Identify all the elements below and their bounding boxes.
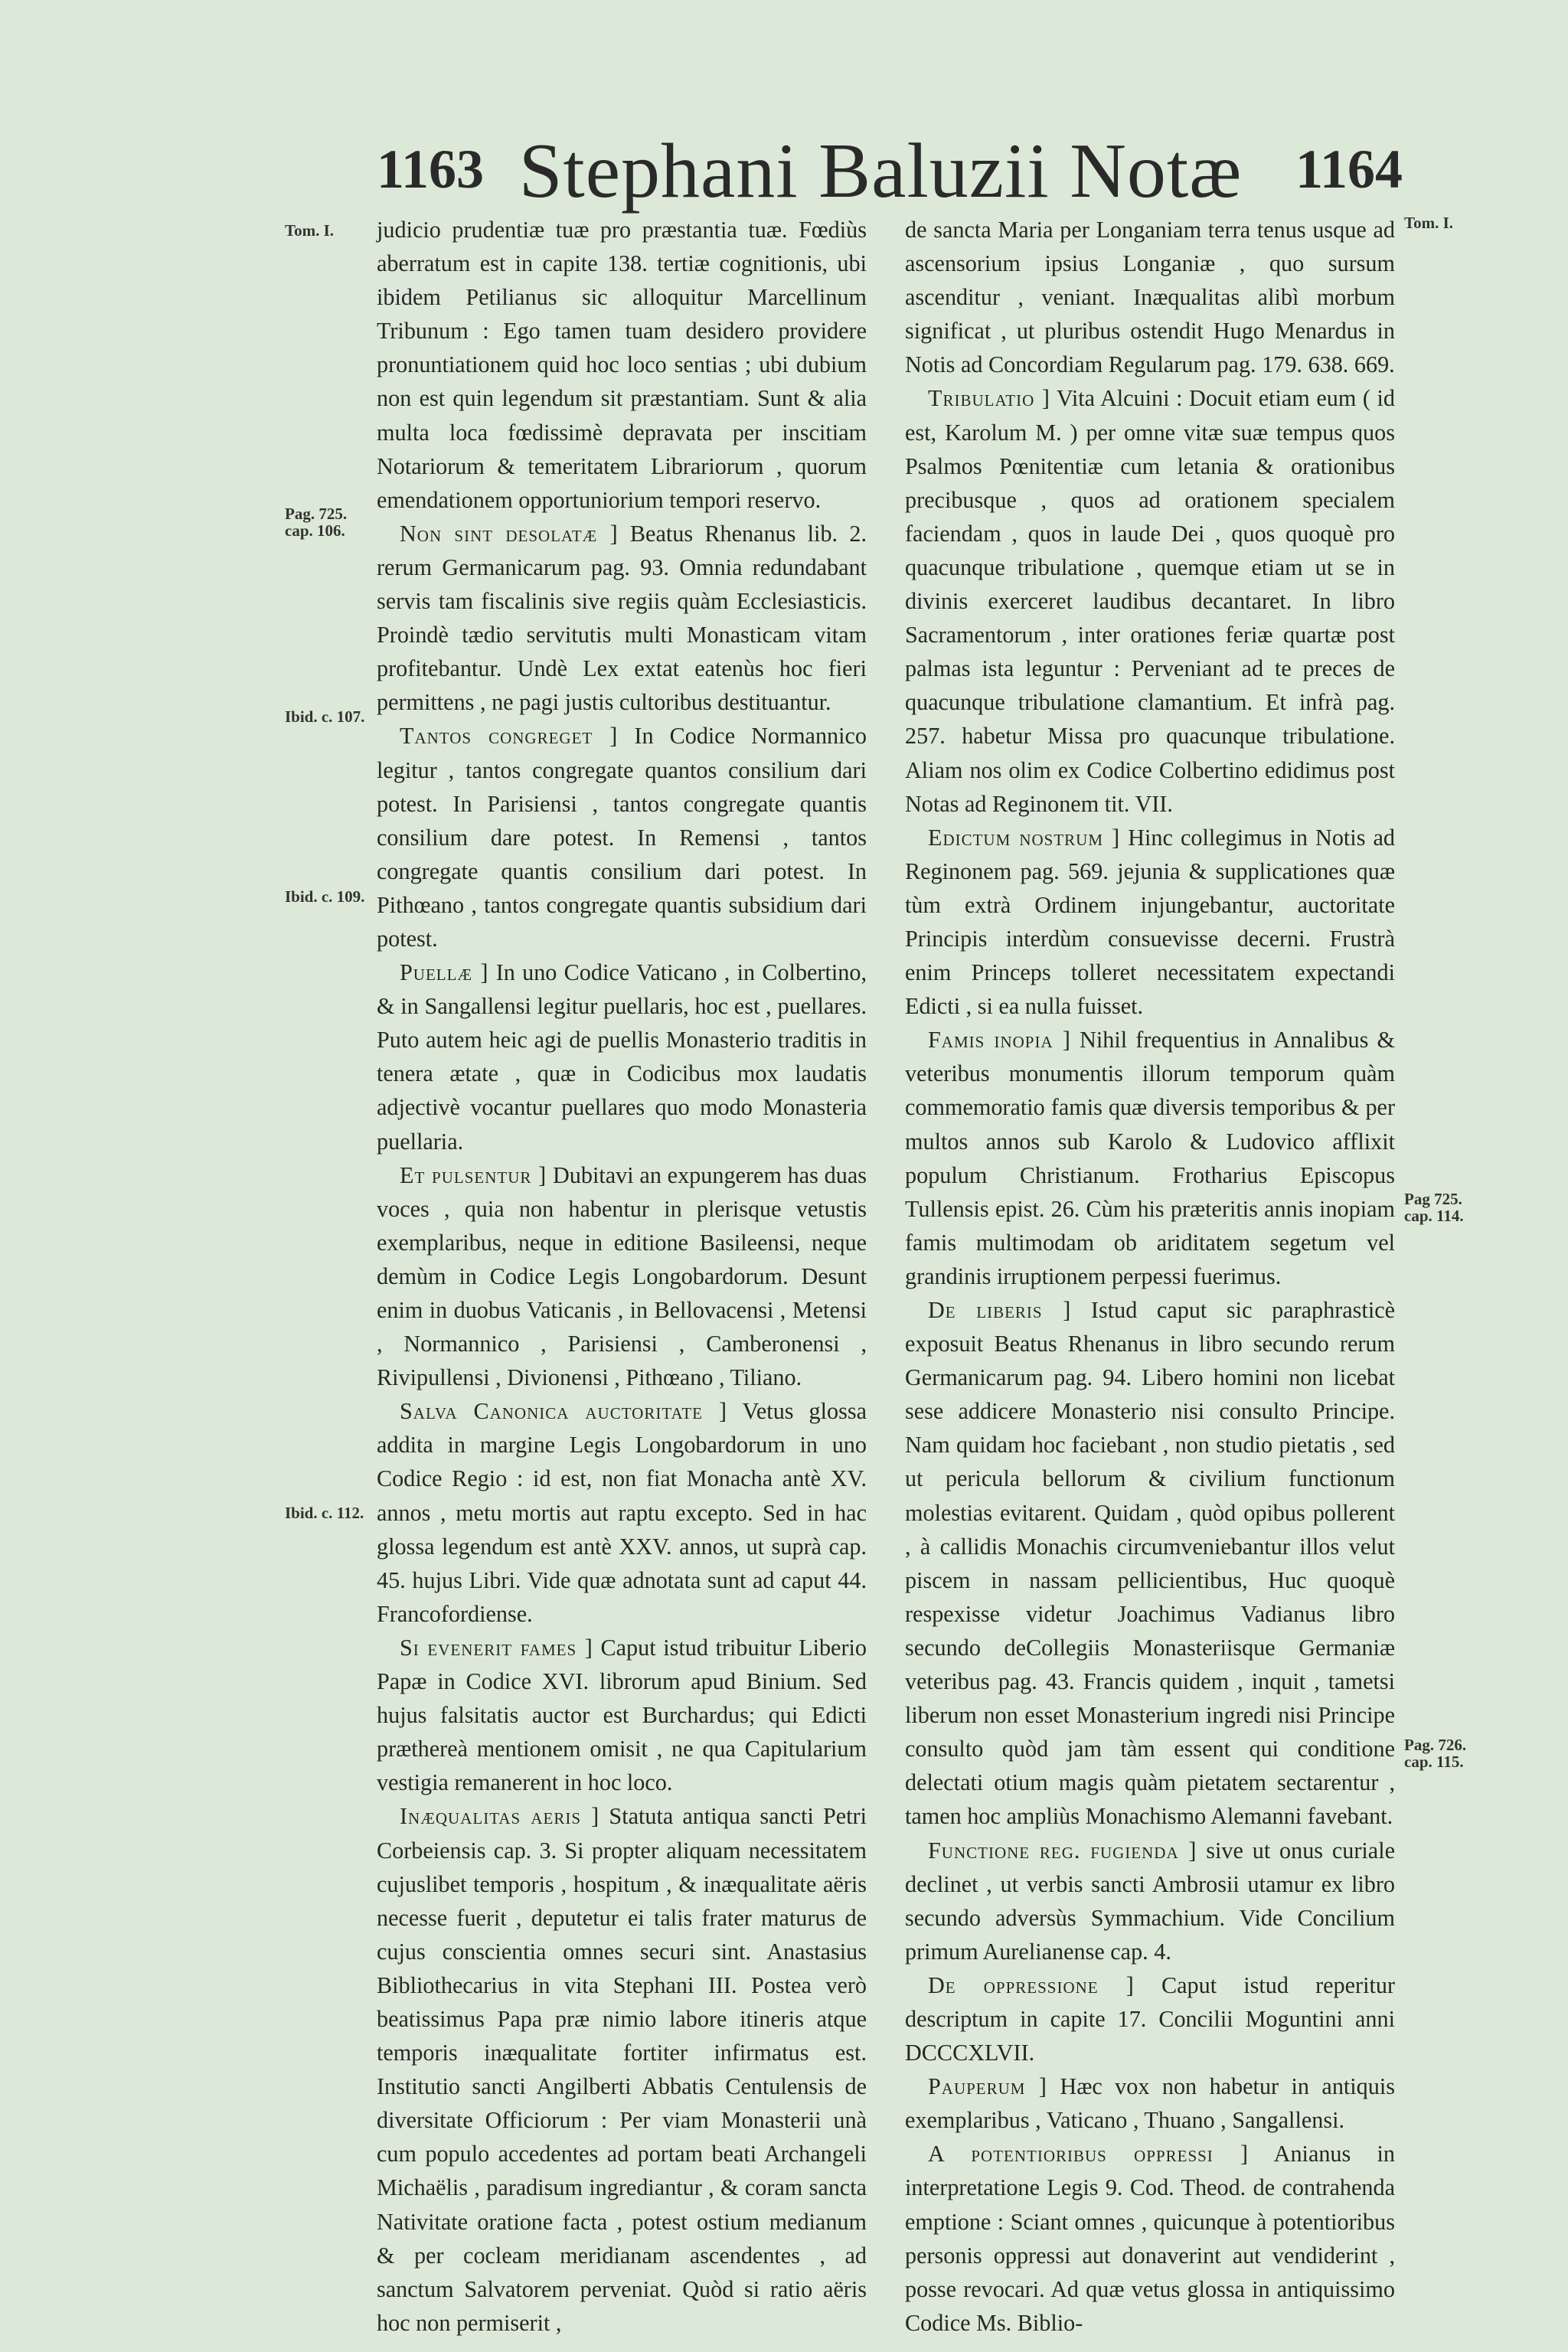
note-text: Statuta antiqua sancti Petri Corbeiensis cap. 3. Si propter aliquam necessitatem cujuslibet temporis , hospitum , & inæqualitate aëris necesse fuerit , deputetur ei talis frater maturus de cujus conscientia omnes securi sint. Anastasius Bibliothecarius in vita Stephani III. Postea verò beatissimus Papa præ nimio labore itineris atque temporis inæqualitate fortiter infirmatus est. Institutio sancti Angilberti Abbatis Centulensis de diversitate Officiorum : Per viam Monasterii unà cum populo accedentes ad portam beati Archangeli Michaëlis , paradisum ingrediantur , & coram sancta Nativitate oratione facta , potest ostium medianum & per cocleam meridianam ascendentes , ad sanctum Salvatorem perveniat. Quòd si ratio aëris hoc non permiserit ,: [377, 1803, 867, 2336]
note-paragraph: [905, 1834, 1395, 1968]
running-title: Stephani Baluzii Notæ: [518, 128, 1243, 214]
note-paragraph: [377, 956, 867, 1158]
margin-reference: Tom. I.: [285, 221, 334, 240]
note-lemma: A potentioribus oppressi ]: [928, 2141, 1250, 2167]
margin-reference: Ibid. c. 107.: [285, 707, 365, 726]
note-text: In uno Codice Vaticano , in Colbertino, & in Sangallensi legitur puellaris, hoc est , puellares. Puto autem heic agi de puellis Monasterio traditis in tenera ætate , quæ in Codicibus mox laudatis adjectivè vocantur puellares quo modo Monasteria puellaria.: [377, 959, 867, 1155]
note-text: Vetus glossa addita in margine Legis Longobardorum in uno Codice Regio : id est, non fiat Monacha antè XV. annos , metu mortis aut raptu excepto. Sed in hac glossa legendum est antè XXV. annos, ut suprà cap. 45. hujus Libri. Vide quæ adnotata sunt ad caput 44. Francofordiense.: [377, 1398, 867, 1627]
note-text: Beatus Rhenanus lib. 2. rerum Germanicarum pag. 93. Omnia redundabant servis tam fiscalinis sive regiis quàm Ecclesiasticis. Proindè tædio servitutis multi Monasticam vitam profitebantur. Undè Lex extat eatenùs hoc fieri permittens , ne pagi justis cultoribus destituantur.: [377, 520, 867, 716]
note-lemma: Inæqualitas aeris ]: [400, 1803, 600, 1830]
note-text: Anianus in interpretatione Legis 9. Cod. Theod. de contrahenda emptione : Sciant omnes , quicunque à potentioribus personis oppressi aut donaverint aut vendiderint , posse revocari. Ad quæ vetus glossa in antiquissimo Codice Ms. Biblio-: [905, 2141, 1395, 2336]
note-paragraph: [905, 381, 1395, 820]
note-text: Hinc collegimus in Notis ad Reginonem pag. 569. jejunia & supplicationes quæ tùm extrà Ordinem injungebantur, auctoritate Principis interdùm consuevisse decerni. Frustrà enim Princeps tolleret necessitatem expectandi Edicti , si ea nulla fuisset.: [905, 824, 1395, 1020]
note-paragraph: [377, 1799, 867, 2340]
margin-reference: Pag 725. cap. 114.: [1404, 1190, 1464, 1225]
margin-reference: Ibid. c. 109.: [285, 887, 365, 906]
note-paragraph: [905, 1293, 1395, 1834]
note-lemma: Salva Canonica auctoritate ]: [400, 1398, 728, 1425]
note-lemma: De liberis ]: [928, 1297, 1072, 1323]
note-lemma: Si evenerit fames ]: [400, 1634, 593, 1661]
note-paragraph: [377, 517, 867, 720]
note-text: Dubitavi an expungerem has duas voces , quia non habentur in plerisque vetustis exemplaribus, neque in editione Basileensi, neque demùm in Codice Legis Longobardorum. Desunt enim in duobus Vaticanis , in Bellovacensi , Metensi , Normannico , Parisiensi , Camberonensi , Rivipullensi , Divionensi , Pithœano , Tiliano.: [377, 1161, 867, 1391]
note-paragraph: [377, 1394, 867, 1631]
margin-reference: Tom. I.: [1404, 214, 1453, 232]
note-paragraph: [905, 2069, 1395, 2137]
note-lemma: Puellæ ]: [400, 959, 489, 986]
note-lemma: Pauperum ]: [928, 2073, 1047, 2100]
margin-reference: Pag. 725. cap. 106.: [285, 505, 348, 540]
note-paragraph: [377, 213, 867, 517]
note-text: Istud caput sic paraphrasticè exposuit Beatus Rhenanus in libro secundo rerum Germanicarum pag. 94. Libero homini non licebat sese addicere Monasterio nisi consulto Principe. Nam quidam hoc faciebant , non studio pietatis , sed ut pericula bellorum & civilium functionum molestias evitarent. Quidam , quòd opibus pollerent , à callidis Monachis circumveniebantur illos velut piscem in nassam pellicientibus, Huc quoquè respexisse videtur Joachimus Vadianus libro secundo deCollegiis Monasteriisque Germaniæ veteribus pag. 43. Francis quidem , inquit , tametsi liberum non esset Monasterium ingredi nisi Principe consulto quòd jam tàm essent qui conditione delectati otium magis quàm pietatem sectarentur , tamen hoc ampliùs Monachismo Alemanni favebant.: [905, 1297, 1396, 1830]
note-lemma: Et pulsentur ]: [400, 1161, 547, 1188]
note-text: In Codice Normannico legitur , tantos congregate quantos consilium dari potest. In Parisiensi , tantos congregate quantis consilium dare potest. In Remensi , tantos congregate quantis consilium dari potest. In Pithœano , tantos congregate quantis subsidium dari potest.: [377, 723, 867, 952]
note-lemma: Edictum nostrum ]: [928, 824, 1121, 851]
note-paragraph: [905, 213, 1395, 381]
note-text: judicio prudentiæ tuæ pro præstantia tuæ. Fœdiùs aberratum est in capite 138. tertiæ cognitionis, ubi ibidem Petilianus sic alloquitur Marcellinum Tribunum : Ego tamen tuam desidero providere pronuntiationem quid hoc loco sentias ; ubi dubium non est quin legendum sit præstantiam. Sunt & alia multa loca fœdissimè depravata per inscitiam Notariorum & temeritatem Librariorum , quorum emendationem opportuniorium tempori reservo.: [377, 217, 867, 513]
note-text: de sancta Maria per Longaniam terra tenus usque ad ascensorium ipsius Longaniæ , quo sursum ascenditur , veniant. Inæqualitas alibì morbum significat , ut pluribus ostendit Hugo Menardus in Notis ad Concordiam Regularum pag. 179. 638. 669.: [905, 217, 1395, 378]
note-lemma: Famis inopia ]: [928, 1027, 1071, 1054]
note-lemma: Tribulatio ]: [928, 385, 1050, 412]
note-paragraph: [377, 1631, 867, 1799]
right-page-number: 1164: [1295, 139, 1403, 200]
note-text: Hæc vox non habetur in antiquis exemplaribus , Vaticano , Thuano , Sangallensi.: [905, 2073, 1396, 2134]
note-lemma: Tantos congreget ]: [400, 723, 619, 750]
note-lemma: De oppressione ]: [928, 1971, 1135, 1998]
note-text: Vita Alcuini : Docuit etiam eum ( id est, Karolum M. ) per omne vitæ suæ tempus quos Psalmos Pœnitentiæ cum letania & orationibus precibusque , quos ad orationem specialem faciendam , quos in laude Dei , quos quoquè pro quacunque tribulatione , quemque etiam ut se in divinis exerceret laudibus decantaret. In libro Sacramentorum , inter orationes feriæ quartæ post palmas ista leguntur : Perveniant ad te preces de quacunque tribulatione clamantium. Et infrà pag. 257. habetur Missa pro quacunque tribulatione. Aliam nos olim ex Codice Colbertino edidimus post Notas ad Reginonem tit. VII.: [905, 385, 1395, 817]
note-text: sive ut onus curiale declinet , ut verbis sancti Ambrosii utamur ex libro secundo adversùs Symmachium. Vide Concilium primum Aurelianense cap. 4.: [905, 1837, 1395, 1965]
margin-reference: Pag. 726. cap. 115.: [1404, 1736, 1467, 1771]
note-text: Caput istud reperitur descriptum in capite 17. Concilii Moguntini anni DCCCXLVII.: [905, 1971, 1395, 2066]
note-paragraph: [377, 719, 867, 956]
right-column: [905, 213, 1396, 2336]
left-column: [377, 213, 867, 2336]
note-paragraph: [377, 1158, 867, 1395]
left-page-number: 1163: [377, 139, 485, 200]
note-paragraph: [905, 2137, 1395, 2340]
note-text: Nihil frequentius in Annalibus & veteribus monumentis illorum temporum quàm commemoratio famis quæ diversis temporibus & per multos annos sub Karolo & Ludovico afflixit populum Christianum. Frotharius Episcopus Tullensis epist. 26. Cùm his præteritis annis inopiam famis multimodam ob ariditatem segetum vel grandinis irruptionem perpessi fuerimus.: [905, 1027, 1396, 1289]
note-lemma: Functione reg. fugienda ]: [928, 1837, 1197, 1864]
note-paragraph: [905, 1968, 1395, 2069]
note-text: Caput istud tribuitur Liberio Papæ in Codice XVI. librorum apud Binium. Sed hujus falsitatis auctor est Burchardus; qui Edicti præthereà mentionem omisit , ne qua Capitularium vestigia remanerent in hoc loco.: [377, 1634, 867, 1796]
note-lemma: Non sint desolatæ ]: [400, 520, 619, 547]
note-paragraph: [905, 1023, 1395, 1293]
margin-reference: Ibid. c. 112.: [285, 1504, 364, 1522]
note-paragraph: [905, 821, 1395, 1024]
